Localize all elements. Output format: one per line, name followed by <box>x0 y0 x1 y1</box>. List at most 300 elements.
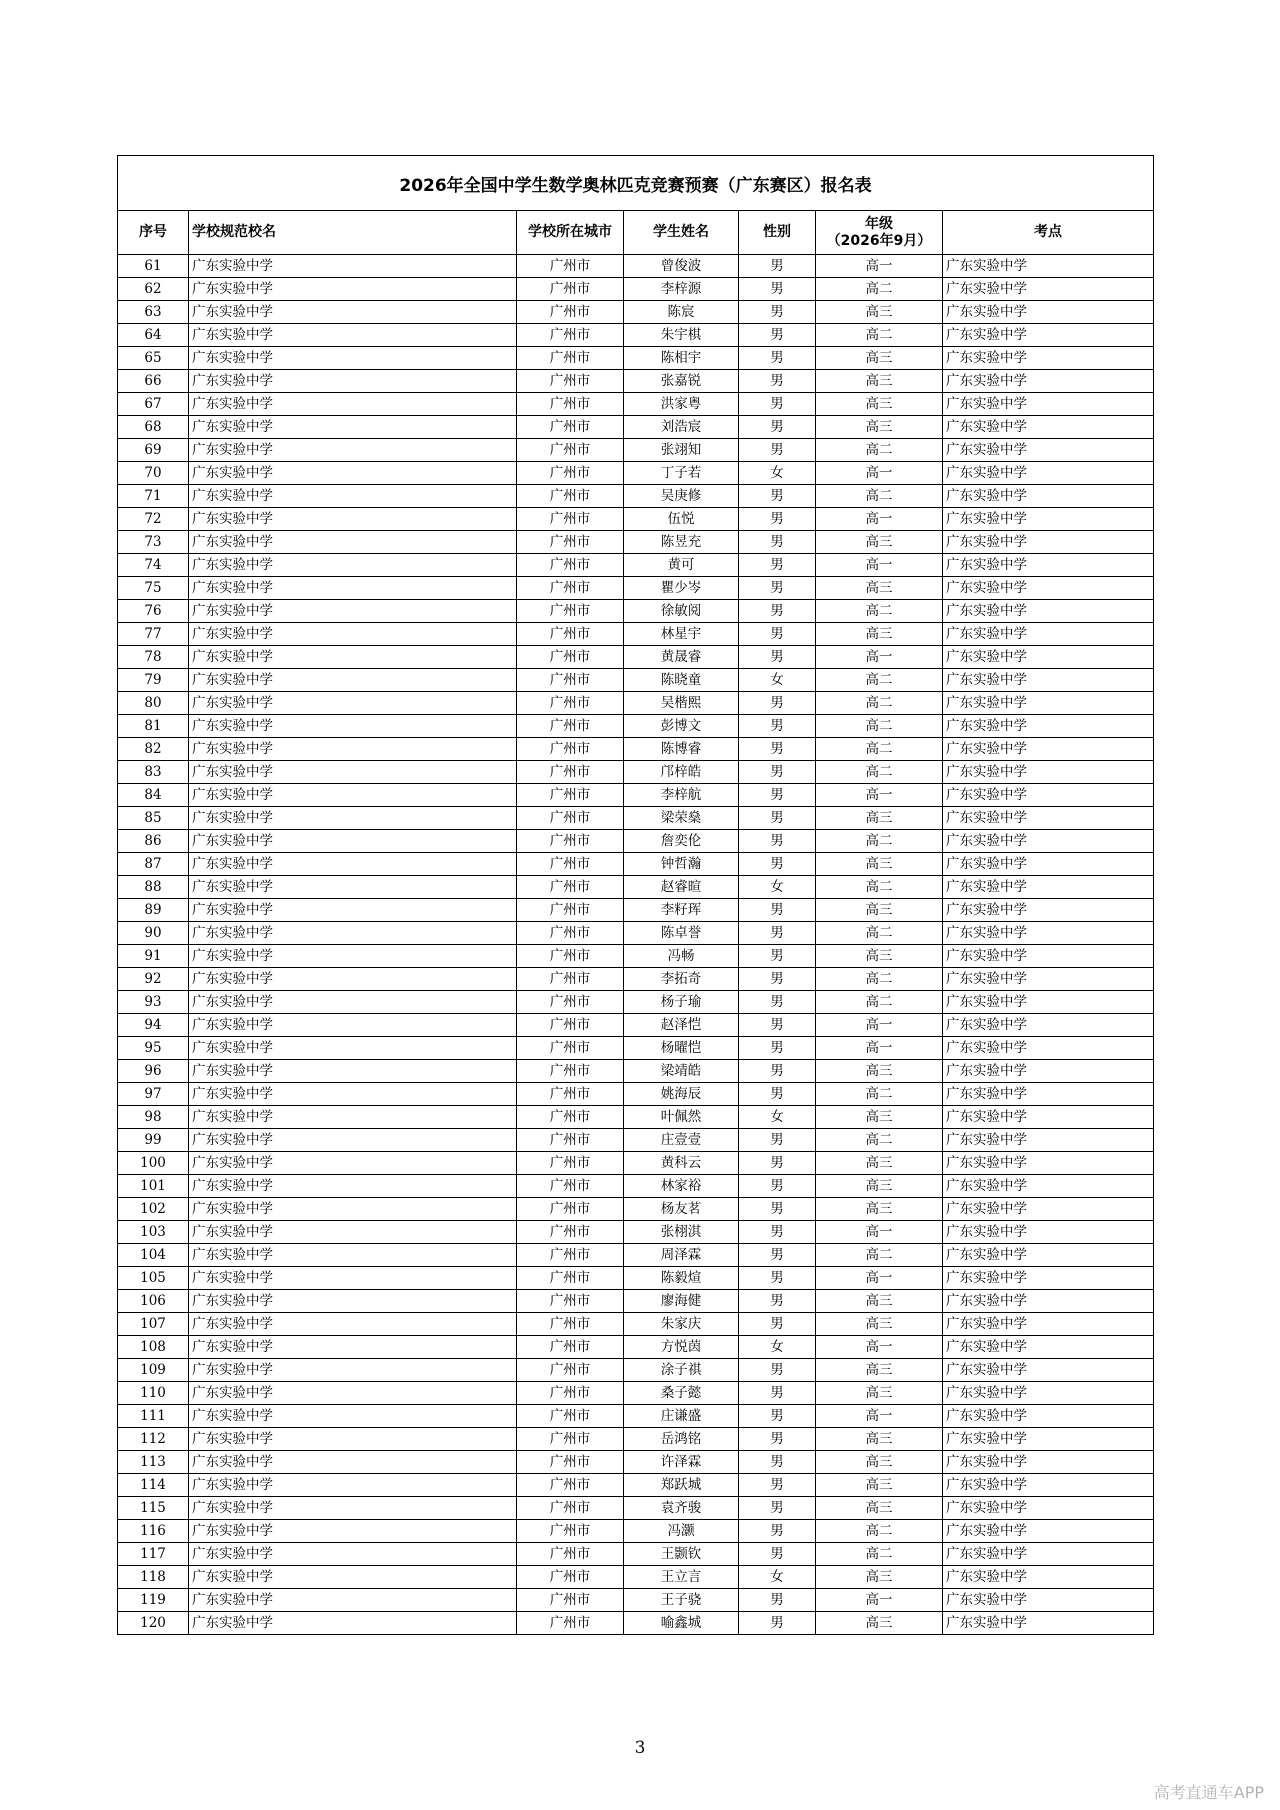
row-venue-cell: 广东实验中学 <box>943 1037 1154 1060</box>
row-gender-cell: 男 <box>739 577 816 600</box>
table-row <box>118 715 1154 738</box>
row-grade-cell: 高三 <box>816 1313 943 1336</box>
row-city-cell: 广州市 <box>517 1520 624 1543</box>
row-city-cell: 广州市 <box>517 1336 624 1359</box>
row-index-cell: 104 <box>118 1244 189 1267</box>
row-index-cell: 103 <box>118 1221 189 1244</box>
row-city-cell: 广州市 <box>517 393 624 416</box>
row-school-cell: 广东实验中学 <box>189 1175 517 1198</box>
row-student-name-cell: 黄科云 <box>624 1152 739 1175</box>
table-row <box>118 738 1154 761</box>
row-city-cell: 广州市 <box>517 853 624 876</box>
table-row <box>118 1497 1154 1520</box>
row-student-name-cell: 洪家粤 <box>624 393 739 416</box>
row-school-cell: 广东实验中学 <box>189 876 517 899</box>
table-row <box>118 899 1154 922</box>
row-index-cell: 97 <box>118 1083 189 1106</box>
row-grade-cell: 高三 <box>816 393 943 416</box>
row-grade-cell: 高二 <box>816 278 943 301</box>
row-venue-cell: 广东实验中学 <box>943 462 1154 485</box>
row-city-cell: 广州市 <box>517 1060 624 1083</box>
row-grade-cell: 高一 <box>816 255 943 278</box>
column-header-school: 学校规范校名 <box>189 211 517 255</box>
row-student-name-cell: 陈昱充 <box>624 531 739 554</box>
row-gender-cell: 女 <box>739 876 816 899</box>
row-index-cell: 80 <box>118 692 189 715</box>
row-city-cell: 广州市 <box>517 784 624 807</box>
table-row <box>118 416 1154 439</box>
row-student-name-cell: 喻鑫城 <box>624 1612 739 1635</box>
row-grade-cell: 高一 <box>816 1014 943 1037</box>
row-gender-cell: 男 <box>739 370 816 393</box>
row-city-cell: 广州市 <box>517 462 624 485</box>
title-row <box>118 156 1154 211</box>
table-row <box>118 853 1154 876</box>
row-gender-cell: 女 <box>739 1106 816 1129</box>
row-index-cell: 74 <box>118 554 189 577</box>
table-row <box>118 1612 1154 1635</box>
row-school-cell: 广东实验中学 <box>189 1474 517 1497</box>
row-index-cell: 110 <box>118 1382 189 1405</box>
table-row <box>118 577 1154 600</box>
row-index-cell: 101 <box>118 1175 189 1198</box>
row-index-cell: 117 <box>118 1543 189 1566</box>
row-school-cell: 广东实验中学 <box>189 1543 517 1566</box>
row-venue-cell: 广东实验中学 <box>943 531 1154 554</box>
row-index-cell: 69 <box>118 439 189 462</box>
row-student-name-cell: 陈毅煊 <box>624 1267 739 1290</box>
table-row <box>118 1014 1154 1037</box>
row-index-cell: 107 <box>118 1313 189 1336</box>
row-gender-cell: 男 <box>739 1060 816 1083</box>
row-student-name-cell: 黄晟睿 <box>624 646 739 669</box>
row-grade-cell: 高三 <box>816 1474 943 1497</box>
row-venue-cell: 广东实验中学 <box>943 1290 1154 1313</box>
row-venue-cell: 广东实验中学 <box>943 1520 1154 1543</box>
row-gender-cell: 男 <box>739 1037 816 1060</box>
table-row <box>118 1566 1154 1589</box>
row-student-name-cell: 李梓航 <box>624 784 739 807</box>
row-grade-cell: 高三 <box>816 1566 943 1589</box>
table-row <box>118 1405 1154 1428</box>
row-venue-cell: 广东实验中学 <box>943 416 1154 439</box>
row-gender-cell: 女 <box>739 1336 816 1359</box>
row-gender-cell: 男 <box>739 600 816 623</box>
row-student-name-cell: 伍悦 <box>624 508 739 531</box>
row-school-cell: 广东实验中学 <box>189 1060 517 1083</box>
row-gender-cell: 男 <box>739 278 816 301</box>
row-index-cell: 81 <box>118 715 189 738</box>
row-grade-cell: 高三 <box>816 370 943 393</box>
table-row <box>118 830 1154 853</box>
row-venue-cell: 广东实验中学 <box>943 922 1154 945</box>
row-gender-cell: 男 <box>739 439 816 462</box>
row-student-name-cell: 廖海健 <box>624 1290 739 1313</box>
row-index-cell: 77 <box>118 623 189 646</box>
row-student-name-cell: 李籽珲 <box>624 899 739 922</box>
row-venue-cell: 广东实验中学 <box>943 1060 1154 1083</box>
row-venue-cell: 广东实验中学 <box>943 784 1154 807</box>
table-row <box>118 945 1154 968</box>
row-grade-cell: 高三 <box>816 1290 943 1313</box>
row-index-cell: 100 <box>118 1152 189 1175</box>
table-row <box>118 623 1154 646</box>
row-gender-cell: 男 <box>739 1428 816 1451</box>
row-gender-cell: 男 <box>739 255 816 278</box>
column-header-gender: 性别 <box>739 211 816 255</box>
row-student-name-cell: 王颢钦 <box>624 1543 739 1566</box>
row-city-cell: 广州市 <box>517 1267 624 1290</box>
row-gender-cell: 男 <box>739 1405 816 1428</box>
table-row <box>118 1290 1154 1313</box>
row-index-cell: 83 <box>118 761 189 784</box>
registration-table <box>117 155 1154 1635</box>
row-gender-cell: 男 <box>739 508 816 531</box>
column-header-grade <box>816 211 943 255</box>
row-student-name-cell: 方悦茵 <box>624 1336 739 1359</box>
row-city-cell: 广州市 <box>517 347 624 370</box>
row-student-name-cell: 赵睿暄 <box>624 876 739 899</box>
row-venue-cell: 广东实验中学 <box>943 393 1154 416</box>
row-student-name-cell: 王立言 <box>624 1566 739 1589</box>
row-index-cell: 65 <box>118 347 189 370</box>
table-row <box>118 1244 1154 1267</box>
row-city-cell: 广州市 <box>517 1382 624 1405</box>
table-row <box>118 876 1154 899</box>
row-grade-cell: 高一 <box>816 646 943 669</box>
row-city-cell: 广州市 <box>517 1175 624 1198</box>
row-grade-cell: 高一 <box>816 508 943 531</box>
row-grade-cell: 高三 <box>816 1152 943 1175</box>
row-student-name-cell: 杨友茗 <box>624 1198 739 1221</box>
row-gender-cell: 女 <box>739 669 816 692</box>
row-student-name-cell: 袁齐骏 <box>624 1497 739 1520</box>
row-grade-cell: 高三 <box>816 531 943 554</box>
row-city-cell: 广州市 <box>517 623 624 646</box>
row-gender-cell: 男 <box>739 1221 816 1244</box>
row-student-name-cell: 钟哲瀚 <box>624 853 739 876</box>
row-school-cell: 广东实验中学 <box>189 1612 517 1635</box>
row-school-cell: 广东实验中学 <box>189 1290 517 1313</box>
table-row <box>118 646 1154 669</box>
row-city-cell: 广州市 <box>517 1313 624 1336</box>
row-city-cell: 广州市 <box>517 922 624 945</box>
row-city-cell: 广州市 <box>517 1543 624 1566</box>
table-row <box>118 1428 1154 1451</box>
row-student-name-cell: 彭博文 <box>624 715 739 738</box>
row-index-cell: 85 <box>118 807 189 830</box>
table-body <box>118 255 1154 1635</box>
row-student-name-cell: 周泽霖 <box>624 1244 739 1267</box>
row-index-cell: 62 <box>118 278 189 301</box>
row-venue-cell: 广东实验中学 <box>943 1428 1154 1451</box>
row-gender-cell: 男 <box>739 324 816 347</box>
table-row <box>118 600 1154 623</box>
row-school-cell: 广东实验中学 <box>189 1267 517 1290</box>
row-student-name-cell: 姚海辰 <box>624 1083 739 1106</box>
row-student-name-cell: 陈博睿 <box>624 738 739 761</box>
row-gender-cell: 男 <box>739 1497 816 1520</box>
row-city-cell: 广州市 <box>517 577 624 600</box>
row-city-cell: 广州市 <box>517 807 624 830</box>
row-grade-cell: 高一 <box>816 554 943 577</box>
row-city-cell: 广州市 <box>517 1589 624 1612</box>
row-grade-cell: 高三 <box>816 1382 943 1405</box>
row-grade-cell: 高三 <box>816 1106 943 1129</box>
row-city-cell: 广州市 <box>517 1152 624 1175</box>
table-row <box>118 324 1154 347</box>
row-gender-cell: 男 <box>739 830 816 853</box>
row-school-cell: 广东实验中学 <box>189 1589 517 1612</box>
row-gender-cell: 男 <box>739 1589 816 1612</box>
row-gender-cell: 男 <box>739 1152 816 1175</box>
row-gender-cell: 男 <box>739 1290 816 1313</box>
row-school-cell: 广东实验中学 <box>189 508 517 531</box>
row-venue-cell: 广东实验中学 <box>943 991 1154 1014</box>
row-venue-cell: 广东实验中学 <box>943 715 1154 738</box>
row-student-name-cell: 林星宇 <box>624 623 739 646</box>
row-school-cell: 广东实验中学 <box>189 1359 517 1382</box>
row-grade-cell: 高三 <box>816 1175 943 1198</box>
row-grade-cell: 高二 <box>816 600 943 623</box>
row-index-cell: 98 <box>118 1106 189 1129</box>
row-venue-cell: 广东实验中学 <box>943 1612 1154 1635</box>
table-row <box>118 1382 1154 1405</box>
row-city-cell: 广州市 <box>517 1221 624 1244</box>
row-student-name-cell: 朱家庆 <box>624 1313 739 1336</box>
table-row <box>118 761 1154 784</box>
row-venue-cell: 广东实验中学 <box>943 1175 1154 1198</box>
row-index-cell: 94 <box>118 1014 189 1037</box>
row-index-cell: 63 <box>118 301 189 324</box>
row-city-cell: 广州市 <box>517 1244 624 1267</box>
row-index-cell: 78 <box>118 646 189 669</box>
row-gender-cell: 男 <box>739 1359 816 1382</box>
row-student-name-cell: 叶佩然 <box>624 1106 739 1129</box>
row-grade-cell: 高二 <box>816 324 943 347</box>
row-venue-cell: 广东实验中学 <box>943 945 1154 968</box>
row-venue-cell: 广东实验中学 <box>943 324 1154 347</box>
row-gender-cell: 男 <box>739 1083 816 1106</box>
row-student-name-cell: 王子骁 <box>624 1589 739 1612</box>
row-school-cell: 广东实验中学 <box>189 1428 517 1451</box>
row-grade-cell: 高二 <box>816 692 943 715</box>
row-grade-cell: 高二 <box>816 485 943 508</box>
row-school-cell: 广东实验中学 <box>189 922 517 945</box>
row-school-cell: 广东实验中学 <box>189 807 517 830</box>
row-school-cell: 广东实验中学 <box>189 324 517 347</box>
row-gender-cell: 男 <box>739 1474 816 1497</box>
row-city-cell: 广州市 <box>517 554 624 577</box>
row-index-cell: 92 <box>118 968 189 991</box>
table-row <box>118 1474 1154 1497</box>
row-grade-cell: 高三 <box>816 853 943 876</box>
row-gender-cell: 男 <box>739 899 816 922</box>
row-school-cell: 广东实验中学 <box>189 1152 517 1175</box>
row-venue-cell: 广东实验中学 <box>943 1106 1154 1129</box>
table-row <box>118 1336 1154 1359</box>
row-grade-cell: 高二 <box>816 715 943 738</box>
row-school-cell: 广东实验中学 <box>189 1451 517 1474</box>
row-student-name-cell: 陈相宇 <box>624 347 739 370</box>
row-student-name-cell: 邝梓皓 <box>624 761 739 784</box>
row-index-cell: 102 <box>118 1198 189 1221</box>
row-student-name-cell: 丁子若 <box>624 462 739 485</box>
row-city-cell: 广州市 <box>517 715 624 738</box>
row-index-cell: 116 <box>118 1520 189 1543</box>
row-city-cell: 广州市 <box>517 899 624 922</box>
row-index-cell: 105 <box>118 1267 189 1290</box>
row-index-cell: 82 <box>118 738 189 761</box>
row-city-cell: 广州市 <box>517 991 624 1014</box>
row-student-name-cell: 刘浩宸 <box>624 416 739 439</box>
row-gender-cell: 男 <box>739 1543 816 1566</box>
row-school-cell: 广东实验中学 <box>189 623 517 646</box>
row-city-cell: 广州市 <box>517 1083 624 1106</box>
row-index-cell: 68 <box>118 416 189 439</box>
row-city-cell: 广州市 <box>517 1612 624 1635</box>
row-city-cell: 广州市 <box>517 1129 624 1152</box>
row-city-cell: 广州市 <box>517 255 624 278</box>
row-city-cell: 广州市 <box>517 1451 624 1474</box>
row-venue-cell: 广东实验中学 <box>943 554 1154 577</box>
row-venue-cell: 广东实验中学 <box>943 968 1154 991</box>
row-school-cell: 广东实验中学 <box>189 1313 517 1336</box>
row-student-name-cell: 庄谦盛 <box>624 1405 739 1428</box>
row-grade-cell: 高二 <box>816 1244 943 1267</box>
row-gender-cell: 男 <box>739 1129 816 1152</box>
row-city-cell: 广州市 <box>517 968 624 991</box>
table-row <box>118 347 1154 370</box>
column-header-venue: 考点 <box>943 211 1154 255</box>
row-grade-cell: 高三 <box>816 347 943 370</box>
row-index-cell: 119 <box>118 1589 189 1612</box>
row-grade-cell: 高二 <box>816 669 943 692</box>
row-city-cell: 广州市 <box>517 1405 624 1428</box>
table-row <box>118 1060 1154 1083</box>
row-student-name-cell: 李拓奇 <box>624 968 739 991</box>
row-venue-cell: 广东实验中学 <box>943 1152 1154 1175</box>
row-index-cell: 120 <box>118 1612 189 1635</box>
row-student-name-cell: 吴庚修 <box>624 485 739 508</box>
table-row <box>118 1129 1154 1152</box>
row-grade-cell: 高二 <box>816 761 943 784</box>
row-venue-cell: 广东实验中学 <box>943 508 1154 531</box>
row-venue-cell: 广东实验中学 <box>943 439 1154 462</box>
row-city-cell: 广州市 <box>517 876 624 899</box>
row-school-cell: 广东实验中学 <box>189 991 517 1014</box>
table-row <box>118 1152 1154 1175</box>
table-row <box>118 922 1154 945</box>
row-venue-cell: 广东实验中学 <box>943 830 1154 853</box>
row-city-cell: 广州市 <box>517 1474 624 1497</box>
row-index-cell: 113 <box>118 1451 189 1474</box>
row-city-cell: 广州市 <box>517 1359 624 1382</box>
row-venue-cell: 广东实验中学 <box>943 623 1154 646</box>
page-number: 3 <box>634 1738 646 1758</box>
row-city-cell: 广州市 <box>517 1198 624 1221</box>
row-gender-cell: 男 <box>739 853 816 876</box>
row-grade-cell: 高二 <box>816 439 943 462</box>
row-student-name-cell: 冯畅 <box>624 945 739 968</box>
row-student-name-cell: 庄壹壹 <box>624 1129 739 1152</box>
row-index-cell: 75 <box>118 577 189 600</box>
row-student-name-cell: 黄可 <box>624 554 739 577</box>
row-grade-cell: 高二 <box>816 876 943 899</box>
row-grade-cell: 高一 <box>816 1267 943 1290</box>
row-city-cell: 广州市 <box>517 278 624 301</box>
row-student-name-cell: 张嘉锐 <box>624 370 739 393</box>
row-index-cell: 67 <box>118 393 189 416</box>
row-index-cell: 71 <box>118 485 189 508</box>
row-gender-cell: 男 <box>739 485 816 508</box>
row-school-cell: 广东实验中学 <box>189 554 517 577</box>
row-index-cell: 87 <box>118 853 189 876</box>
row-gender-cell: 男 <box>739 738 816 761</box>
row-venue-cell: 广东实验中学 <box>943 1359 1154 1382</box>
table-row <box>118 1313 1154 1336</box>
row-grade-cell: 高二 <box>816 830 943 853</box>
row-student-name-cell: 梁靖皓 <box>624 1060 739 1083</box>
table-row <box>118 807 1154 830</box>
row-school-cell: 广东实验中学 <box>189 692 517 715</box>
row-gender-cell: 男 <box>739 692 816 715</box>
row-student-name-cell: 张翊知 <box>624 439 739 462</box>
row-school-cell: 广东实验中学 <box>189 1083 517 1106</box>
row-school-cell: 广东实验中学 <box>189 416 517 439</box>
row-school-cell: 广东实验中学 <box>189 1497 517 1520</box>
row-gender-cell: 男 <box>739 301 816 324</box>
row-student-name-cell: 林家裕 <box>624 1175 739 1198</box>
row-city-cell: 广州市 <box>517 738 624 761</box>
table-row <box>118 1451 1154 1474</box>
row-index-cell: 76 <box>118 600 189 623</box>
row-city-cell: 广州市 <box>517 439 624 462</box>
row-index-cell: 111 <box>118 1405 189 1428</box>
row-venue-cell: 广东实验中学 <box>943 761 1154 784</box>
row-gender-cell: 女 <box>739 462 816 485</box>
grade-header-line1: 年级 <box>865 215 893 232</box>
row-grade-cell: 高二 <box>816 968 943 991</box>
row-school-cell: 广东实验中学 <box>189 1244 517 1267</box>
row-venue-cell: 广东实验中学 <box>943 1221 1154 1244</box>
row-index-cell: 96 <box>118 1060 189 1083</box>
row-grade-cell: 高一 <box>816 1037 943 1060</box>
row-gender-cell: 男 <box>739 968 816 991</box>
row-index-cell: 73 <box>118 531 189 554</box>
row-index-cell: 109 <box>118 1359 189 1382</box>
row-index-cell: 108 <box>118 1336 189 1359</box>
row-city-cell: 广州市 <box>517 416 624 439</box>
row-school-cell: 广东实验中学 <box>189 1382 517 1405</box>
row-school-cell: 广东实验中学 <box>189 278 517 301</box>
row-school-cell: 广东实验中学 <box>189 669 517 692</box>
row-grade-cell: 高二 <box>816 1543 943 1566</box>
row-school-cell: 广东实验中学 <box>189 853 517 876</box>
row-school-cell: 广东实验中学 <box>189 1566 517 1589</box>
row-school-cell: 广东实验中学 <box>189 646 517 669</box>
row-gender-cell: 男 <box>739 945 816 968</box>
row-grade-cell: 高一 <box>816 1405 943 1428</box>
row-student-name-cell: 郑跃城 <box>624 1474 739 1497</box>
row-gender-cell: 男 <box>739 416 816 439</box>
row-gender-cell: 男 <box>739 761 816 784</box>
table-row <box>118 554 1154 577</box>
row-grade-cell: 高三 <box>816 301 943 324</box>
row-school-cell: 广东实验中学 <box>189 784 517 807</box>
row-gender-cell: 男 <box>739 807 816 830</box>
row-venue-cell: 广东实验中学 <box>943 600 1154 623</box>
